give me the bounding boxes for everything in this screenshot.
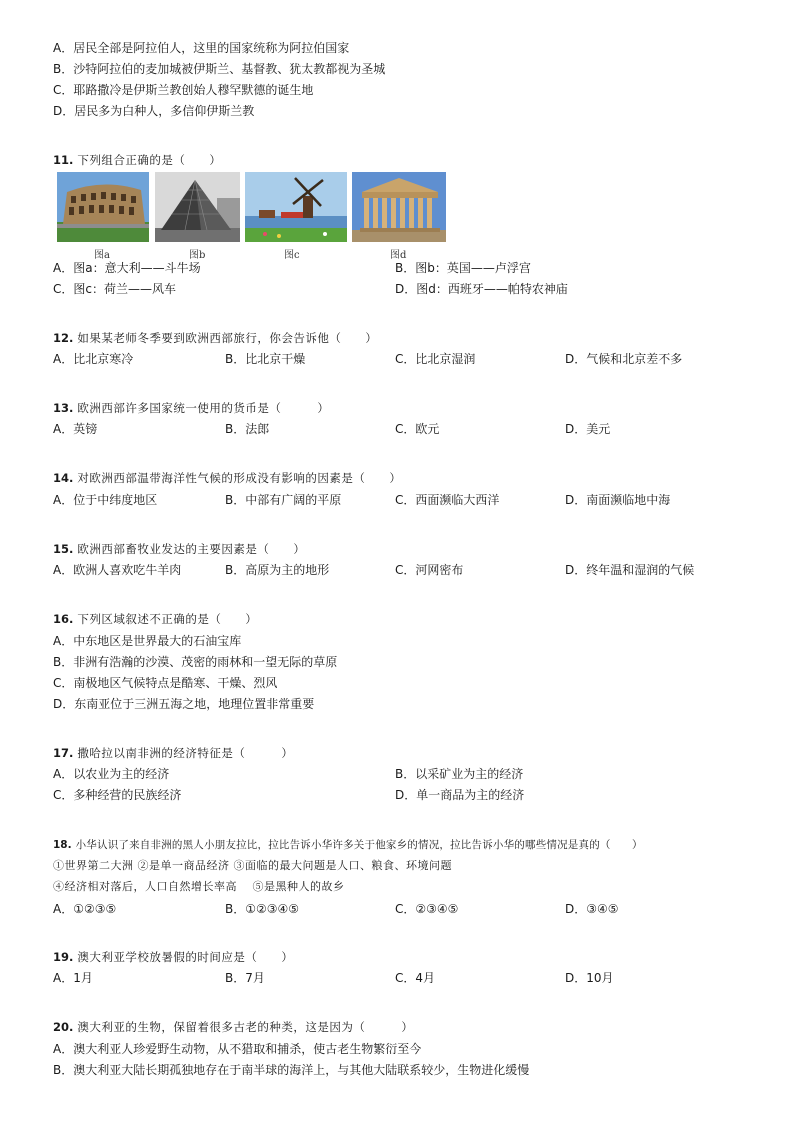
q14-stem — [53, 470, 401, 486]
q10-option-a: A．居民全部是阿拉伯人，这里的国家统称为阿拉伯国家 — [53, 41, 350, 55]
q15-option-d: D．终年温和湿润的气候 — [565, 563, 695, 577]
q12-stem — [53, 330, 377, 346]
q16-option-a: A．中东地区是世界最大的石油宝库 — [53, 634, 242, 648]
q11-option-d: D．图d：西班牙——帕特农神庙 — [395, 282, 568, 296]
q12-number: 12. — [53, 331, 74, 345]
q13-option-c: C．欧元 — [395, 422, 440, 436]
q18-stem — [53, 837, 643, 853]
q16-number: 16. — [53, 612, 74, 626]
q16-stem — [53, 611, 257, 627]
q15-option-a: A．欧洲人喜欢吃牛羊肉 — [53, 563, 182, 577]
q17-option-b: B．以采矿业为主的经济 — [395, 767, 524, 781]
q17-option-c: C．多种经营的民族经济 — [53, 788, 182, 802]
q14-option-c: C．西面濒临大西洋 — [395, 493, 500, 507]
q19-stem-text: 澳大利亚学校放暑假的时间应是（ ） — [77, 950, 294, 964]
q18-option-b: B．①②③④⑤ — [225, 902, 300, 916]
colosseum-image — [57, 172, 149, 242]
q11-number: 11. — [53, 153, 74, 167]
q10-option-b: B．沙特阿拉伯的麦加城被伊斯兰、基督教、犹太教都视为圣城 — [53, 62, 386, 76]
q14-option-d: D．南面濒临地中海 — [565, 493, 671, 507]
q13-number: 13. — [53, 401, 74, 415]
q20-stem — [53, 1019, 413, 1035]
q13-option-d: D．美元 — [565, 422, 611, 436]
q17-stem-text: 撒哈拉以南非洲的经济特征是（ ） — [77, 746, 294, 760]
q17-option-d: D．单一商品为主的经济 — [395, 788, 525, 802]
q18-number: 18. — [53, 839, 72, 851]
q11-stem-text: 下列组合正确的是（ ） — [77, 153, 222, 167]
q11-stem — [53, 152, 221, 168]
q18-statements-line-2: ④经济相对落后，人口自然增长率高 ⑤是黑种人的故乡 — [53, 880, 345, 893]
louvre-pyramid-image — [155, 172, 240, 242]
q12-option-c: C．比北京湿润 — [395, 352, 476, 366]
q20-option-a: A．澳大利亚人珍爱野生动物，从不猎取和捕杀，使古老生物繁衍至今 — [53, 1042, 422, 1056]
q12-option-a: A．比北京寒冷 — [53, 352, 134, 366]
q20-option-b: B．澳大利亚大陆长期孤独地存在于南半球的海洋上，与其他大陆联系较少，生物进化缓慢 — [53, 1063, 530, 1077]
q12-option-b: B．比北京干燥 — [225, 352, 306, 366]
q15-option-c: C．河网密布 — [395, 563, 464, 577]
q17-number: 17. — [53, 746, 74, 760]
q13-stem-text: 欧洲西部许多国家统一使用的货币是（ ） — [77, 401, 330, 415]
q20-number: 20. — [53, 1020, 74, 1034]
q10-option-d: D．居民多为白种人，多信仰伊斯兰教 — [53, 104, 255, 118]
q15-option-b: B．高原为主的地形 — [225, 563, 330, 577]
q18-stem-text: 小华认识了来自非洲的黑人小朋友拉比，拉比告诉小华许多关于他家乡的情况，拉比告诉小华的哪些情况是真的（ ） — [75, 839, 643, 851]
q18-statements-line-1: ①世界第二大洲 ②是单一商品经济 ③面临的最大问题是人口、粮食、环境问题 — [53, 859, 452, 872]
q13-option-b: B．法郎 — [225, 422, 270, 436]
q16-option-b: B．非洲有浩瀚的沙漠、茂密的雨林和一望无际的草原 — [53, 655, 338, 669]
q15-stem-text: 欧洲西部畜牧业发达的主要因素是（ ） — [77, 542, 306, 556]
q19-option-d: D．10月 — [565, 971, 614, 985]
q15-stem — [53, 541, 305, 557]
q12-stem-text: 如果某老师冬季要到欧洲西部旅行，你会告诉他（ ） — [77, 331, 378, 345]
q14-option-a: A．位于中纬度地区 — [53, 493, 158, 507]
q19-stem — [53, 949, 293, 965]
parthenon-image — [352, 172, 446, 242]
q16-stem-text: 下列区域叙述不正确的是（ ） — [77, 612, 258, 626]
caption-c: 图c — [284, 250, 300, 261]
q19-option-c: C．4月 — [395, 971, 436, 985]
q19-option-b: B．7月 — [225, 971, 265, 985]
caption-d: 图d — [390, 250, 407, 261]
q18-option-c: C．②③④⑤ — [395, 902, 459, 916]
windmill-image — [245, 172, 347, 242]
q11-option-c: C．图c：荷兰——风车 — [53, 282, 176, 296]
q14-stem-text: 对欧洲西部温带海洋性气候的形成没有影响的因素是（ ） — [77, 471, 402, 485]
q19-option-a: A．1月 — [53, 971, 93, 985]
q18-option-a: A．①②③⑤ — [53, 902, 117, 916]
q14-number: 14. — [53, 471, 74, 485]
q19-number: 19. — [53, 950, 74, 964]
q13-option-a: A．英镑 — [53, 422, 98, 436]
q16-option-c: C．南极地区气候特点是酷寒、干燥、烈风 — [53, 676, 278, 690]
caption-b: 图b — [189, 250, 206, 261]
q16-option-d: D．东南亚位于三洲五海之地，地理位置非常重要 — [53, 697, 315, 711]
q13-stem — [53, 400, 329, 416]
q17-option-a: A．以农业为主的经济 — [53, 767, 170, 781]
q11-option-b: B．图b：英国——卢浮宫 — [395, 261, 531, 275]
caption-a: 图a — [94, 250, 110, 261]
q12-option-d: D．气候和北京差不多 — [565, 352, 683, 366]
q15-number: 15. — [53, 542, 74, 556]
q10-option-c: C．耶路撒冷是伊斯兰教创始人穆罕默德的诞生地 — [53, 83, 314, 97]
q14-option-b: B．中部有广阔的平原 — [225, 493, 342, 507]
q20-stem-text: 澳大利亚的生物，保留着很多古老的种类，这是因为（ ） — [77, 1020, 414, 1034]
q17-stem — [53, 745, 293, 761]
q18-option-d: D．③④⑤ — [565, 902, 619, 916]
q11-option-a: A．图a：意大利——斗牛场 — [53, 261, 201, 275]
